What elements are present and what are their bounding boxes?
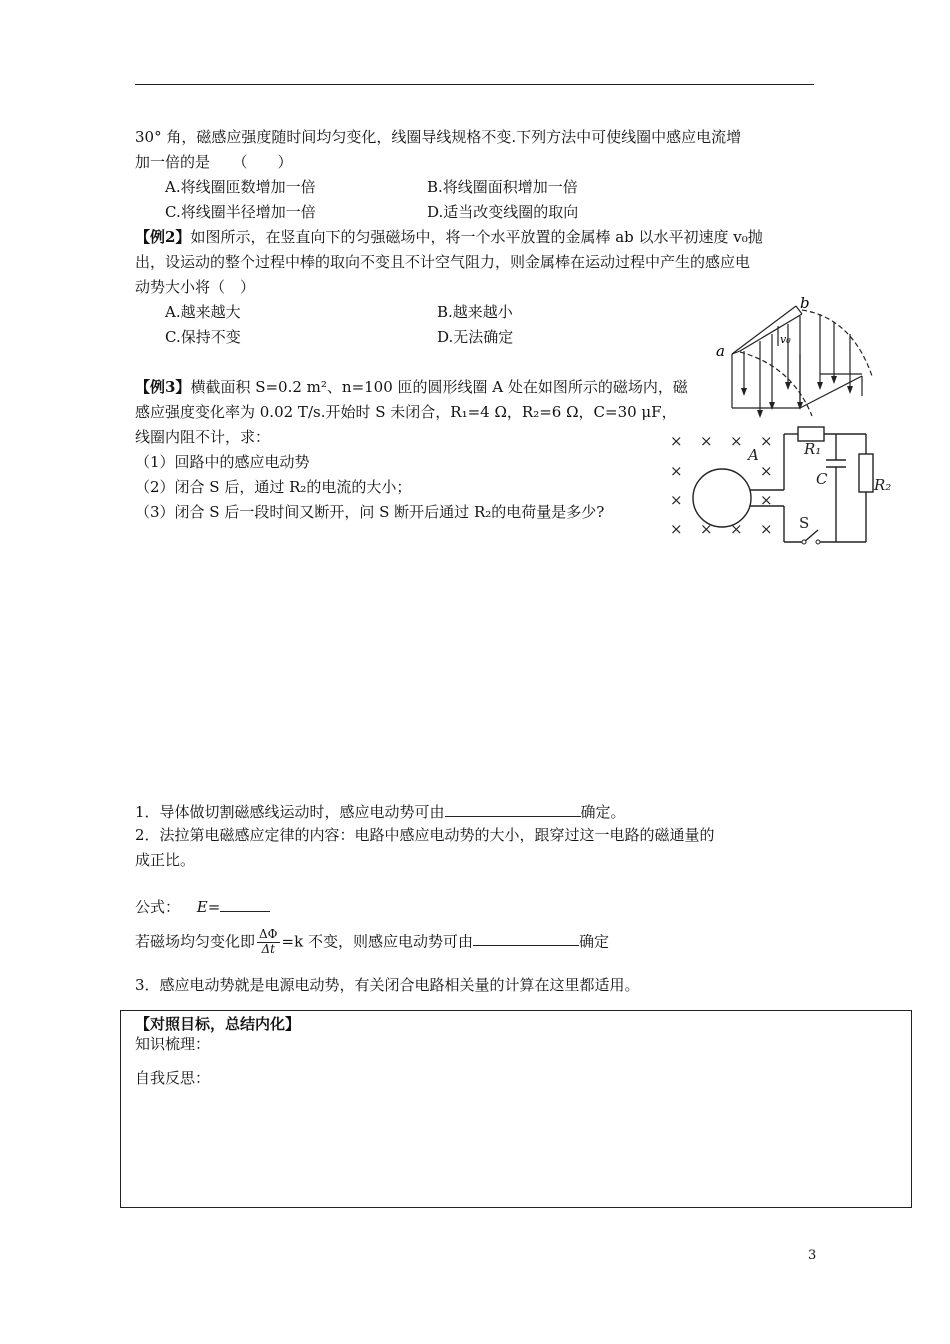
option-a: A.将线圈匝数增加一倍 [165, 178, 316, 196]
example2-tag: 【例2】 [135, 228, 191, 246]
rod-projectile-figure [712, 296, 890, 430]
option-d: D.适当改变线圈的取向 [427, 203, 579, 221]
field-cross: × [670, 491, 683, 509]
summary-item-2: 2．法拉第电磁感应定律的内容：电路中感应电动势的大小，跟穿过这一电路的磁通量的 [135, 826, 715, 844]
example3-line: 感应强度变化率为 0.02 T/s.开始时 S 未闭合，R₁=4 Ω，R₂=6 Ω，C=30 μF， [135, 403, 677, 421]
switch-label: S [799, 514, 810, 532]
fill-blank[interactable] [473, 930, 579, 946]
example3-line: 【例3】横截面积 S=0.2 m²、n=100 匝的圆形线圈 A 处在如图所示的磁场内，磁 [135, 378, 688, 396]
field-cross: × [700, 520, 713, 538]
option-a: A.越来越大 [165, 303, 241, 321]
field-cross: × [700, 432, 713, 450]
fig-label-a: a [716, 342, 725, 360]
fill-blank[interactable] [220, 896, 270, 912]
capacitor-label: C [816, 470, 828, 488]
field-cross: × [670, 432, 683, 450]
fill-blank[interactable] [445, 801, 581, 817]
option-b: B.将线圈面积增加一倍 [427, 178, 578, 196]
example2-line: 出，设运动的整个过程中棒的取向不变且不计空气阻力，则金属棒在运动过程中产生的感应电 [135, 253, 751, 271]
option-b: B.越来越小 [437, 303, 513, 321]
formula-symbol: E [196, 898, 208, 916]
fig-label-b: b [800, 296, 810, 312]
summary-item-3: 3．感应电动势就是电源电动势，有关闭合电路相关量的计算在这里都适用。 [135, 976, 640, 994]
example2-line: 动势大小将（ ） [135, 278, 256, 296]
summary-item-2: 成正比。 [135, 851, 196, 869]
r1-label: R₁ [804, 440, 822, 458]
box-item-reflection[interactable]: 自我反思： [135, 1069, 211, 1087]
example3-question: （1）回路中的感应电动势 [135, 453, 310, 471]
fig-label-v0: v₀ [780, 333, 791, 346]
option-d: D.无法确定 [437, 328, 514, 346]
field-cross: × [760, 491, 773, 509]
field-cross: × [670, 520, 683, 538]
example3-question: （2）闭合 S 后，通过 R₂的电流的大小； [135, 478, 412, 496]
summary-item-1: 1．导体做切割磁感线运动时，感应电动势可由 确定。 [135, 803, 626, 821]
option-c: C.保持不变 [165, 328, 241, 346]
example3-tag: 【例3】 [135, 378, 191, 396]
example2-line: 【例2】如图所示，在竖直向下的匀强磁场中，将一个水平放置的金属棒 ab 以水平初速度 v₀抛 [135, 228, 763, 246]
header-rule [135, 84, 814, 85]
field-cross: × [760, 520, 773, 538]
coil-label: A [748, 446, 759, 464]
question-text: 30° 角，磁感应强度随时间均匀变化，线圈导线规格不变.下列方法中可使线圈中感应电流增 [135, 128, 742, 146]
example3-line: 线圈内阻不计，求： [135, 428, 271, 446]
page-number: 3 [808, 1248, 817, 1263]
uniform-change-line: 若磁场均匀变化即 $\frac{\Delta\Phi}{\Delta t}$ =k 不变，则感应电动势可由 确定 [135, 927, 609, 956]
example3-question: （3）闭合 S 后一段时间又断开，问 S 断开后通过 R₂的电荷量是多少? [135, 503, 605, 521]
field-cross: × [760, 462, 773, 480]
summary-box [120, 1010, 912, 1208]
question-text: 加一倍的是 （ ） [135, 153, 293, 171]
field-cross: × [730, 520, 743, 538]
flux-rate-fraction: $\frac{\Delta\Phi}{\Delta t}$ [259, 927, 278, 956]
field-cross: × [730, 432, 743, 450]
formula-line: 公式： E= [135, 896, 270, 916]
coil-circuit-figure [660, 424, 898, 554]
field-cross: × [760, 432, 773, 450]
box-title: 【对照目标，总结内化】 [135, 1015, 301, 1033]
option-c: C.将线圈半径增加一倍 [165, 203, 316, 221]
box-item-knowledge[interactable]: 知识梳理： [135, 1035, 211, 1053]
r2-label: R₂ [874, 476, 892, 494]
field-cross: × [670, 462, 683, 480]
